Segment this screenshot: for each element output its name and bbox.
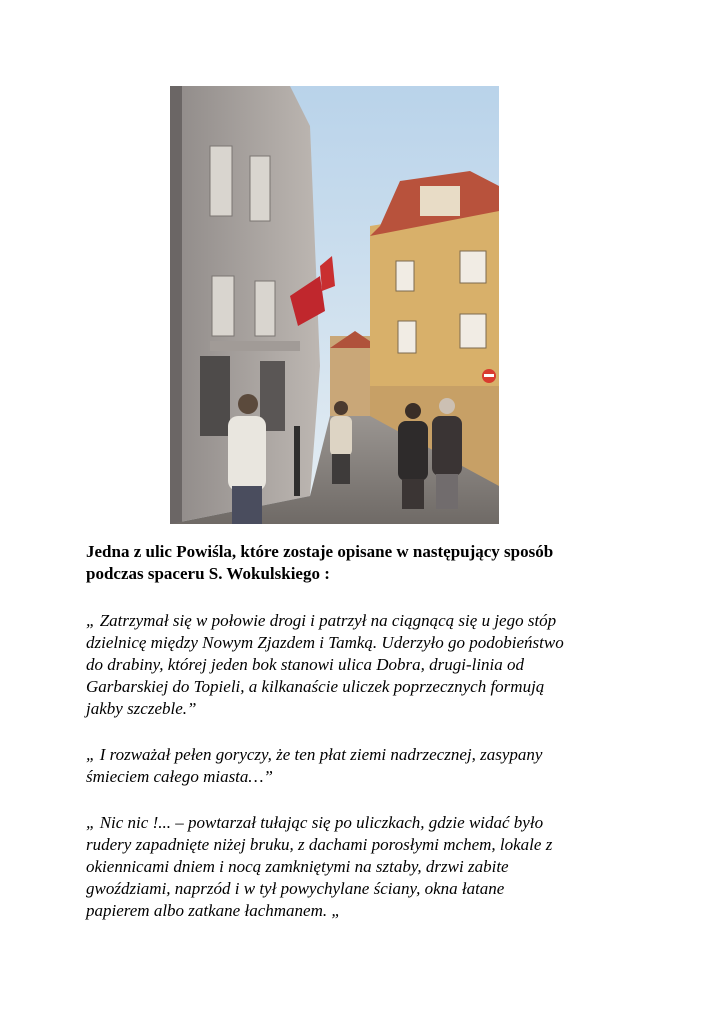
caption-line: podczas spaceru S. Wokulskiego : xyxy=(86,564,330,583)
quote-line: rudery zapadnięte niżej bruku, z dachami porosłymi mchem, lokale z xyxy=(86,835,553,854)
quote-line: Garbarskiej do Topieli, a kilkanaście uliczek poprzecznych formują xyxy=(86,677,545,696)
quote-line: jakby szczeble.” xyxy=(86,699,197,718)
quote-line: gwoździami, naprzód i w tył powychylane ściany, okna łatane xyxy=(86,879,505,898)
quote-line: okiennicami dniem i nocą zamkniętymi na sztaby, drzwi zabite xyxy=(86,857,509,876)
quote-line: papierem albo zatkane łachmanem. „ xyxy=(86,901,341,920)
quote-paragraph-1 xyxy=(86,610,646,720)
quote-line: „ I rozważał pełen goryczy, że ten płat ziemi nadrzecznej, zasypany xyxy=(86,745,543,764)
street-photo xyxy=(170,86,499,524)
quote-line: dzielnicę między Nowym Zjazdem i Tamką. Uderzyło go podobieństwo xyxy=(86,633,564,652)
caption-line: Jedna z ulic Powiśla, które zostaje opisane w następujący sposób xyxy=(86,542,554,561)
quote-paragraph-2 xyxy=(86,744,646,788)
quote-paragraph-3 xyxy=(86,812,646,922)
quote-line: śmieciem całego miasta…” xyxy=(86,767,273,786)
quote-line: do drabiny, której jeden bok stanowi ulica Dobra, drugi-linia od xyxy=(86,655,525,674)
quote-line: „ Nic nic !... – powtarzał tułając się po uliczkach, gdzie widać było xyxy=(86,813,544,832)
quote-line: „ Zatrzymał się w połowie drogi i patrzył na ciągnącą się u jego stóp xyxy=(86,611,557,630)
photo-caption xyxy=(86,541,646,585)
